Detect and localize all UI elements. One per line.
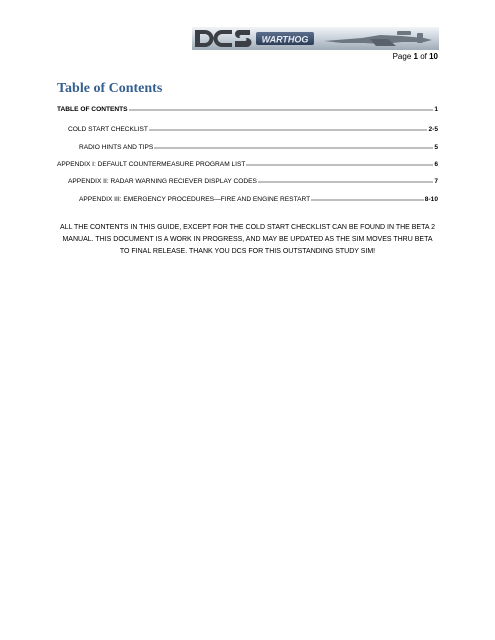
dcs-warthog-banner (192, 27, 439, 50)
toc-page: 8-10 (424, 196, 438, 203)
guide-note-paragraph: ALL THE CONTENTS IN THIS GUIDE, EXCEPT FOR THE COLD START CHECKLIST CAN BE FOUND IN THE BETA 2 MANUAL. THIS DOCUMENT IS A WORK IN PROGRESS, AND MAY BE UPDATED AS THE SIM MOVES THRU BETA TO FINAL RELEASE. THANK YOU DCS FOR THIS OUTSTANDING STUDY SIM! (60, 224, 435, 255)
toc-page: 5 (434, 144, 438, 151)
page-title: Table of Contents (57, 81, 163, 96)
toc-label: RADIO HINTS AND TIPS (79, 144, 154, 151)
toc-leader-dots (258, 174, 433, 183)
toc-entry-radio-hints[interactable] (79, 140, 438, 152)
toc-label: TABLE OF CONTENTS (57, 106, 128, 113)
toc-leader-dots (129, 102, 434, 111)
toc-entry-cold-start-checklist[interactable] (68, 122, 438, 134)
toc-leader-dots (311, 192, 424, 201)
toc-leader-dots (154, 140, 433, 149)
toc-entry-appendix-ii[interactable] (68, 174, 438, 186)
page-number (393, 52, 438, 61)
toc-label: APPENDIX II: RADAR WARNING RECIEVER DISPLAY CODES (68, 178, 257, 185)
toc-page: 1 (434, 106, 438, 113)
toc-entry-appendix-i[interactable] (57, 157, 438, 169)
page-label: Page (392, 52, 412, 61)
toc-label: COLD START CHECKLIST (68, 126, 148, 133)
page-total: 10 (429, 52, 438, 61)
svg-text:WARTHOG: WARTHOG (261, 34, 309, 45)
toc-leader-dots (149, 122, 428, 131)
toc-page: 2-5 (428, 126, 438, 133)
toc-label: APPENDIX III: EMERGENCY PROCEDURES—FIRE AND ENGINE RESTART (79, 196, 311, 203)
toc-leader-dots (246, 157, 433, 166)
toc-entry-table-of-contents[interactable] (57, 102, 438, 114)
toc-label: APPENDIX I: DEFAULT COUNTERMEASURE PROGRAM LIST (57, 161, 246, 168)
toc-page: 7 (434, 178, 438, 185)
page-of-label: of (420, 52, 427, 61)
toc-entry-appendix-iii[interactable] (79, 192, 438, 204)
banner-graphic (192, 27, 439, 50)
toc-page: 6 (434, 161, 438, 168)
page-current: 1 (413, 52, 418, 61)
